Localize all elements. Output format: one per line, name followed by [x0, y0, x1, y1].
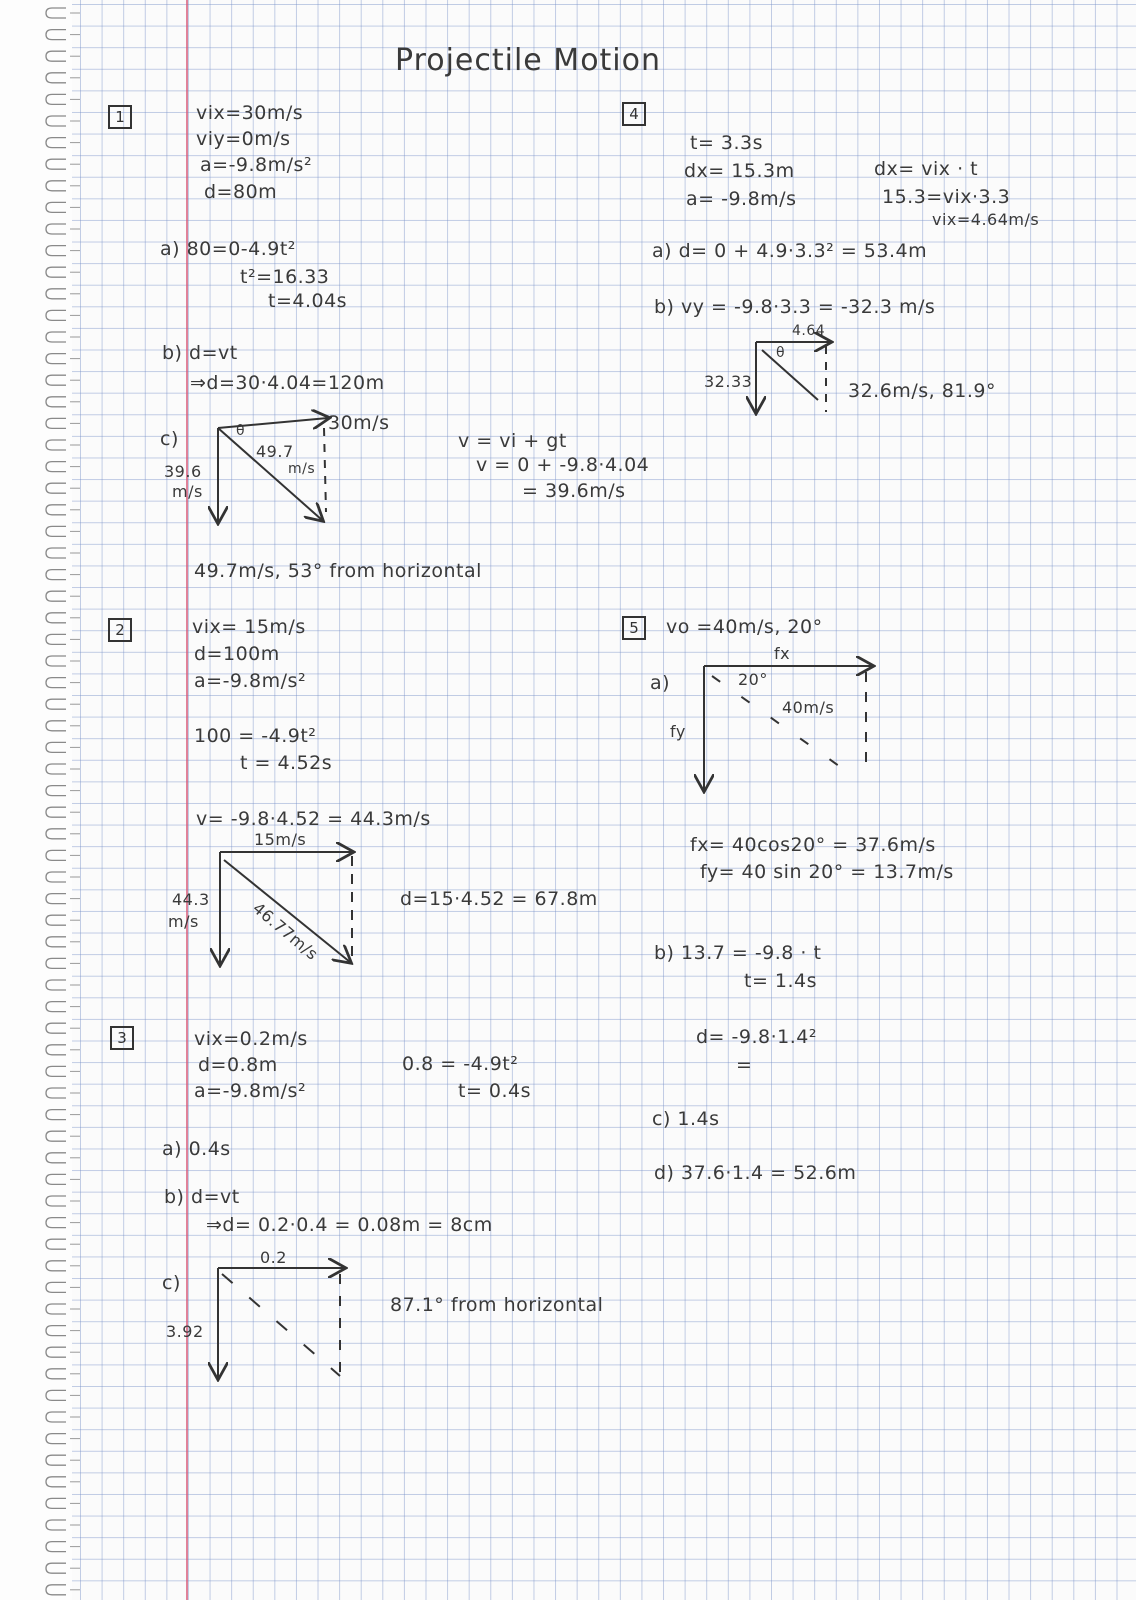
- binding-hole: [46, 94, 80, 104]
- p4-given-1: t= 3.3s: [690, 132, 764, 154]
- binding-hole: [46, 1239, 80, 1249]
- binding-hole: [46, 1174, 80, 1184]
- binding-hole: [46, 1066, 80, 1076]
- binding-hole: [46, 116, 80, 126]
- binding-hole: [46, 1434, 80, 1444]
- spiral-binding: [0, 0, 80, 1600]
- p1-given-1: vix=30m/s: [196, 102, 304, 124]
- p5-d-line-1: d= -9.8·1.4²: [696, 1026, 817, 1048]
- binding-hole: [46, 397, 80, 407]
- binding-hole: [46, 138, 80, 148]
- binding-hole: [46, 548, 80, 558]
- binding-hole: [46, 505, 80, 515]
- p1-c-hyp-label-1: 49.7: [256, 442, 294, 461]
- problem-5-number: 5: [622, 616, 646, 640]
- binding-hole: [46, 1412, 80, 1422]
- binding-hole: [46, 1023, 80, 1033]
- p5-c: c) 1.4s: [652, 1108, 720, 1130]
- binding-hole: [46, 1153, 80, 1163]
- p4-b: b) vy = -9.8·3.3 = -32.3 m/s: [654, 296, 936, 318]
- binding-hole: [46, 418, 80, 428]
- binding-hole: [46, 1218, 80, 1228]
- p5-fx-comp: fx= 40cos20° = 37.6m/s: [690, 834, 936, 856]
- p1-c-work-1: v = vi + gt: [458, 430, 567, 452]
- p5-b-line-2: t= 1.4s: [744, 970, 818, 992]
- binding-hole: [46, 202, 80, 212]
- p5-d-line-2: =: [736, 1054, 753, 1076]
- binding-hole: [46, 1498, 80, 1508]
- binding-hole: [46, 289, 80, 299]
- p1-a-line-2: t²=16.33: [240, 266, 330, 288]
- p2-given-2: d=100m: [194, 643, 280, 665]
- binding-hole: [46, 440, 80, 450]
- problem-4-number: 4: [622, 102, 646, 126]
- binding-hole: [46, 224, 80, 234]
- p1-answer: 49.7m/s, 53° from horizontal: [194, 560, 482, 582]
- p3-work-2: t= 0.4s: [458, 1080, 532, 1102]
- binding-hole: [46, 1542, 80, 1552]
- binding-hole: [46, 51, 80, 61]
- p1-given-4: d=80m: [204, 181, 278, 203]
- binding-hole: [46, 1045, 80, 1055]
- binding-hole: [46, 267, 80, 277]
- p3-work-1: 0.8 = -4.9t²: [402, 1053, 519, 1075]
- binding-hole: [46, 1088, 80, 1098]
- p3-c-top-label: 0.2: [260, 1248, 287, 1267]
- binding-hole: [46, 1347, 80, 1357]
- p4-side-2: 15.3=vix·3.3: [882, 186, 1011, 208]
- binding-hole: [46, 1563, 80, 1573]
- p1-a-line-3: t=4.04s: [268, 290, 348, 312]
- page-title: Projectile Motion: [395, 43, 662, 78]
- p1-c-theta: θ: [236, 423, 246, 439]
- binding-hole: [46, 159, 80, 169]
- binding-hole: [46, 742, 80, 752]
- p5-fx-label: fx: [774, 644, 791, 663]
- p1-b-line-1: b) d=vt: [162, 342, 238, 364]
- p2-diagram-side-label-1: 44.3: [172, 890, 210, 909]
- p2-diagram-top-label: 15m/s: [254, 830, 307, 849]
- p5-d-answer: d) 37.6·1.4 = 52.6m: [654, 1162, 857, 1184]
- p5-a-label: a): [650, 672, 671, 694]
- binding-hole: [46, 1304, 80, 1314]
- binding-hole: [46, 937, 80, 947]
- binding-hole: [46, 246, 80, 256]
- p1-c-hyp-label-2: m/s: [288, 461, 316, 477]
- binding-hole: [46, 1261, 80, 1271]
- p3-answer: 87.1° from horizontal: [390, 1294, 604, 1316]
- p3-given-1: vix=0.2m/s: [194, 1028, 308, 1050]
- binding-hole: [46, 570, 80, 580]
- binding-hole: [46, 375, 80, 385]
- p3-b-line-1: b) d=vt: [164, 1186, 240, 1208]
- p4-a: a) d= 0 + 4.9·3.3² = 53.4m: [652, 240, 928, 262]
- p1-given-2: viy=0m/s: [196, 128, 291, 150]
- p4-diagram-top-label: 4.64: [792, 323, 826, 339]
- p2-given-1: vix= 15m/s: [192, 616, 306, 638]
- binding-hole: [46, 1326, 80, 1336]
- p1-c-side-label-2: m/s: [172, 482, 203, 501]
- problem-3-number: 3: [110, 1026, 134, 1050]
- binding-hole: [46, 8, 80, 18]
- p5-fy-label: fy: [670, 722, 686, 741]
- binding-hole: [46, 915, 80, 925]
- binding-hole: [46, 699, 80, 709]
- binding-hole: [46, 1282, 80, 1292]
- binding-hole: [46, 73, 80, 83]
- p2-distance: d=15·4.52 = 67.8m: [400, 888, 598, 910]
- p1-c-side-label-1: 39.6: [164, 462, 202, 481]
- p4-given-3: a= -9.8m/s: [686, 188, 797, 210]
- binding-hole: [46, 872, 80, 882]
- problem-2-number: 2: [108, 618, 132, 642]
- p2-diagram-side-label-2: m/s: [168, 912, 199, 931]
- p1-given-3: a=-9.8m/s²: [200, 154, 313, 176]
- binding-hole: [46, 894, 80, 904]
- binding-hole: [46, 634, 80, 644]
- p1-c-work-3: = 39.6m/s: [522, 480, 626, 502]
- p3-c-side-label: 3.92: [166, 1322, 204, 1341]
- binding-hole: [46, 1196, 80, 1206]
- binding-hole: [46, 1369, 80, 1379]
- binding-hole: [46, 181, 80, 191]
- p3-a: a) 0.4s: [162, 1138, 231, 1160]
- binding-hole: [46, 958, 80, 968]
- binding-hole: [46, 786, 80, 796]
- p5-b-line-1: b) 13.7 = -9.8 · t: [654, 942, 822, 964]
- binding-hole: [46, 829, 80, 839]
- p2-diagram-hyp-label: 46.77m/s: [249, 898, 322, 964]
- binding-hole: [46, 678, 80, 688]
- binding-hole: [46, 332, 80, 342]
- p3-c-label: c): [162, 1272, 181, 1294]
- p1-c-top-label: 30m/s: [328, 412, 390, 434]
- binding-hole: [46, 462, 80, 472]
- p4-answer: 32.6m/s, 81.9°: [848, 380, 996, 402]
- binding-hole: [46, 656, 80, 666]
- binding-hole: [46, 354, 80, 364]
- binding-hole: [46, 980, 80, 990]
- p2-given-3: a=-9.8m/s²: [194, 670, 307, 692]
- problem-1-number: 1: [108, 105, 132, 129]
- binding-hole: [46, 613, 80, 623]
- p1-a-line-1: a) 80=0-4.9t²: [160, 238, 296, 260]
- p1-c-label: c): [160, 428, 179, 450]
- p3-given-2: d=0.8m: [198, 1054, 278, 1076]
- p5-angle-label: 20°: [738, 670, 768, 689]
- binding-hole: [46, 721, 80, 731]
- binding-hole: [46, 483, 80, 493]
- p4-side-3: vix=4.64m/s: [932, 210, 1040, 229]
- binding-hole: [46, 1131, 80, 1141]
- p3-b-line-2: ⇒d= 0.2·0.4 = 0.08m = 8cm: [206, 1214, 493, 1236]
- p5-given: vo =40m/s, 20°: [666, 616, 823, 638]
- binding-hole: [46, 1390, 80, 1400]
- p1-b-line-2: ⇒d=30·4.04=120m: [190, 372, 385, 394]
- p5-fy-comp: fy= 40 sin 20° = 13.7m/s: [700, 861, 954, 883]
- binding-hole: [46, 1520, 80, 1530]
- binding-hole: [46, 1002, 80, 1012]
- p3-given-3: a=-9.8m/s²: [194, 1080, 307, 1102]
- binding-hole: [46, 30, 80, 40]
- binding-hole: [46, 1585, 80, 1595]
- p4-diagram-theta: θ: [776, 345, 786, 361]
- p1-c-work-2: v = 0 + -9.8·4.04: [476, 454, 650, 476]
- binding-hole: [46, 591, 80, 601]
- binding-hole: [46, 764, 80, 774]
- binding-hole: [46, 807, 80, 817]
- p5-hyp-label: 40m/s: [782, 698, 835, 717]
- p2-work-1: 100 = -4.9t²: [194, 725, 317, 747]
- p2-velocity: v= -9.8·4.52 = 44.3m/s: [196, 808, 431, 830]
- binding-hole: [46, 1110, 80, 1120]
- binding-hole: [46, 850, 80, 860]
- binding-hole: [46, 310, 80, 320]
- p2-work-2: t = 4.52s: [240, 752, 333, 774]
- p4-side-1: dx= vix · t: [874, 158, 979, 180]
- binding-hole: [46, 526, 80, 536]
- p4-diagram-side-label: 32.33: [704, 372, 753, 391]
- p4-given-2: dx= 15.3m: [684, 160, 795, 182]
- binding-hole: [46, 1477, 80, 1487]
- binding-hole: [46, 1455, 80, 1465]
